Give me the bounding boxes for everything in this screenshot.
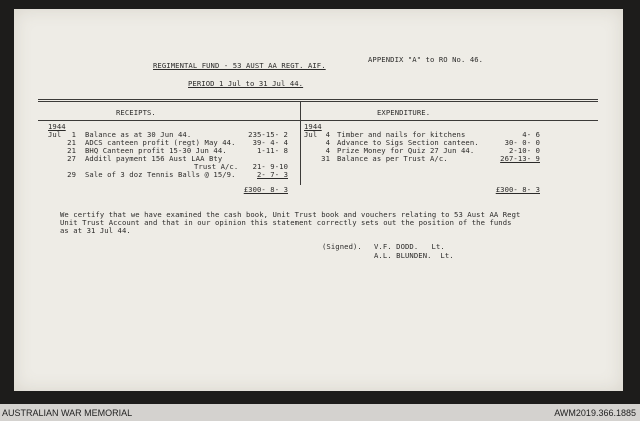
- receipt-day: 21: [67, 138, 76, 147]
- top-rule-2: [38, 101, 598, 102]
- expenditure-month: Jul: [304, 130, 318, 139]
- certification-line: as at 31 Jul 44.: [60, 226, 131, 235]
- expenditure-desc: Prize Money for Quiz 27 Jun 44.: [337, 146, 475, 155]
- receipts-total: £300- 8- 3: [243, 185, 288, 194]
- receipt-amount: 21- 9-10: [252, 162, 288, 171]
- expenditure-day: 4: [325, 138, 330, 147]
- expenditure-desc: Balance as per Trust A/c.: [337, 154, 448, 163]
- receipt-day: 1: [71, 130, 76, 139]
- expenditure-amount: 2-10- 0: [509, 146, 540, 155]
- receipt-amount: 39- 4- 4: [252, 138, 288, 147]
- top-rule: [38, 99, 598, 100]
- receipt-desc: ADCS canteen profit (regt) May 44.: [85, 138, 236, 147]
- receipts-heading: RECEIPTS.: [116, 108, 156, 117]
- receipt-desc: Balance as at 30 Jun 44.: [85, 130, 192, 139]
- expenditure-total: £300- 8- 3: [495, 185, 540, 194]
- appendix-label: APPENDIX "A" to RO No. 46.: [368, 55, 484, 64]
- receipt-amount: 1-11- 8: [257, 146, 288, 155]
- heading-rule: [38, 120, 598, 121]
- expenditure-amount: 267-13- 9: [500, 154, 540, 163]
- certification-line: We certify that we have examined the cash book, Unit Trust book and vouchers relating to 53 Aust AA Regt: [60, 210, 521, 219]
- signature-blunden: A.L. BLUNDEN. Lt.: [374, 251, 454, 260]
- receipt-month: Jul: [48, 130, 62, 139]
- expenditure-day: 4: [325, 146, 330, 155]
- expenditure-desc: Advance to Sigs Section canteen.: [337, 138, 479, 147]
- expenditure-day: 4: [325, 130, 330, 139]
- receipt-desc: BHQ Canteen profit 15-30 Jun 44.: [85, 146, 227, 155]
- expenditure-day: 31: [321, 154, 330, 163]
- signature-dodd: V.F. DODD. Lt.: [374, 242, 445, 251]
- expenditure-heading: EXPENDITURE.: [377, 108, 431, 117]
- footer-accession-number: AWM2019.366.1885: [554, 408, 636, 418]
- document-title: REGIMENTAL FUND - 53 AUST AA REGT. AIF.: [153, 61, 326, 70]
- receipt-day: 21: [67, 146, 76, 155]
- certification-line: Unit Trust Account and that in our opinion this statement correctly sets out the position of the funds: [60, 218, 512, 227]
- expenditure-desc: Timber and nails for kitchens: [337, 130, 466, 139]
- receipts-year: 1944: [48, 122, 66, 131]
- receipt-desc: Trust A/c.: [194, 162, 239, 171]
- expenditure-amount: 30- 0- 0: [504, 138, 540, 147]
- receipt-amount: 235-15- 2: [248, 130, 288, 139]
- receipt-amount: 2- 7- 3: [257, 170, 288, 179]
- document-page: [14, 9, 623, 391]
- expenditure-amount: 4- 6: [522, 130, 540, 139]
- period-line: PERIOD 1 Jul to 31 Jul 44.: [188, 79, 304, 88]
- signed-label: (Signed).: [322, 242, 362, 251]
- receipt-desc: Sale of 3 doz Tennis Balls @ 15/9.: [85, 170, 236, 179]
- receipt-desc: Additl payment 156 Aust LAA Bty: [85, 154, 223, 163]
- footer-institution: AUSTRALIAN WAR MEMORIAL: [2, 408, 133, 418]
- expenditure-year: 1944: [304, 122, 322, 131]
- receipt-day: 27: [67, 154, 76, 163]
- receipt-day: 29: [67, 170, 76, 179]
- column-divider: [300, 101, 301, 185]
